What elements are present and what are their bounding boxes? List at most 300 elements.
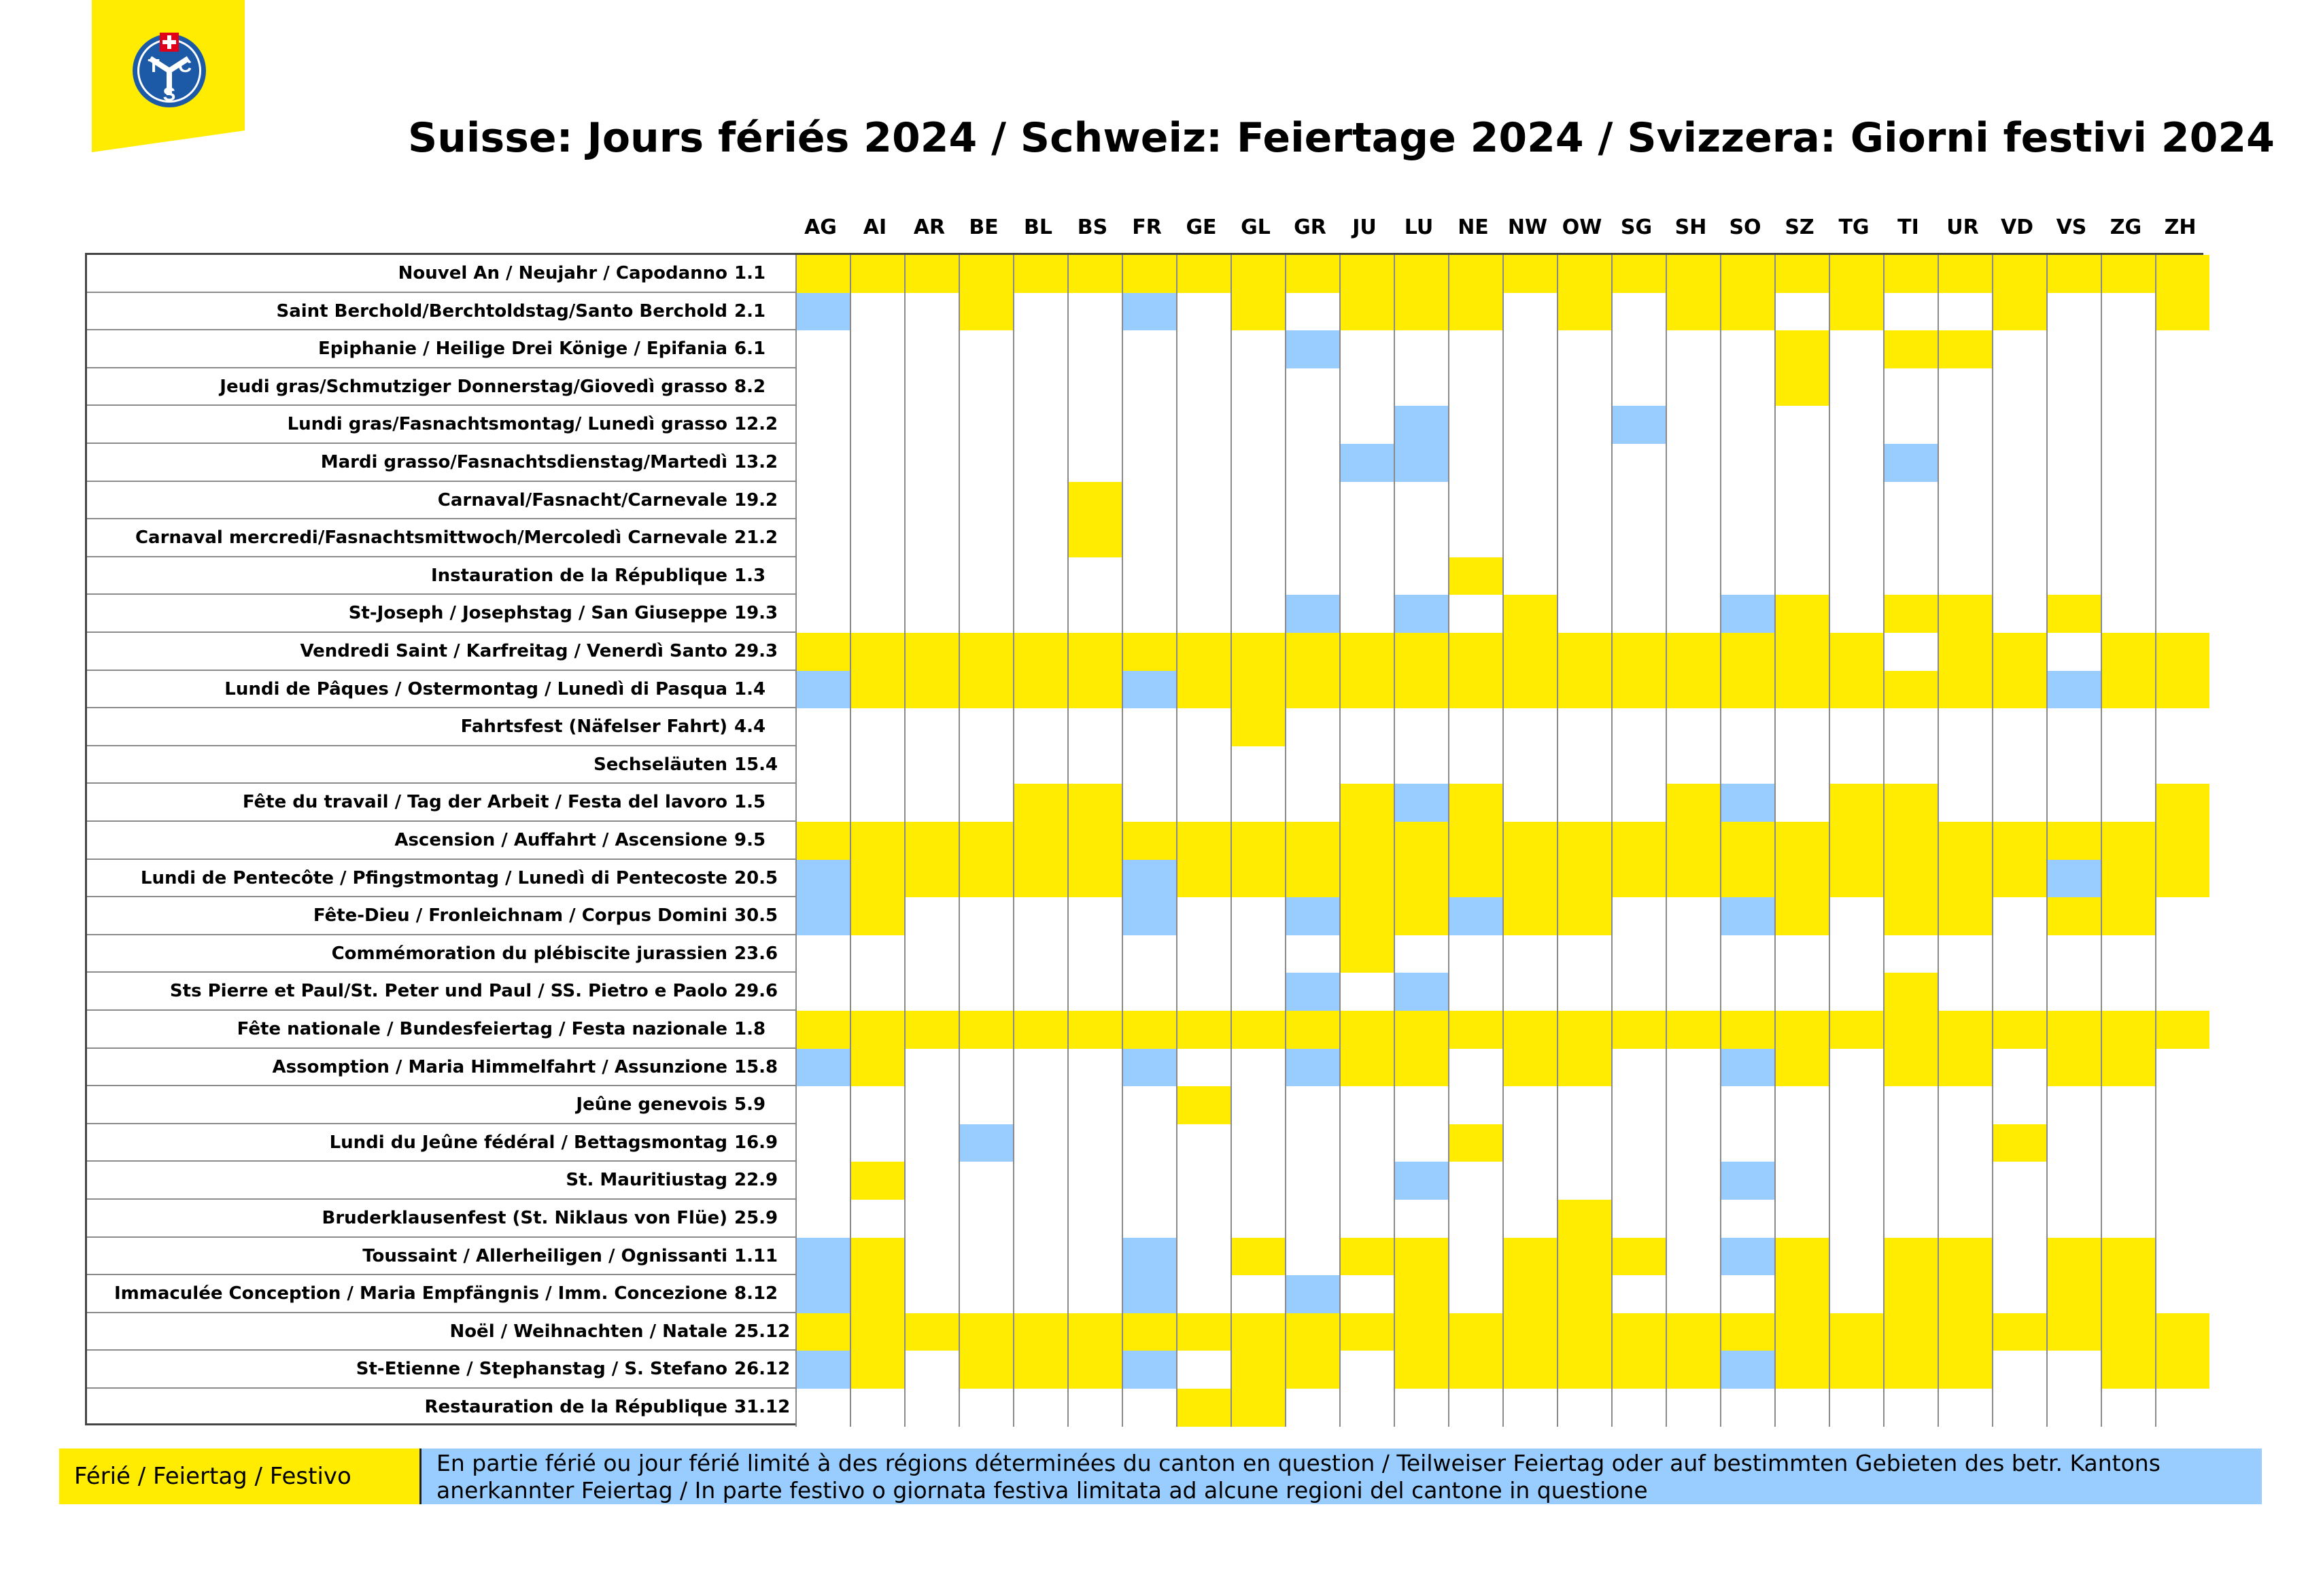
status-cell-ti <box>1883 330 1938 368</box>
status-cell-ne <box>1448 1049 1502 1087</box>
status-cell-ag <box>795 444 850 482</box>
status-cell-zh <box>2155 822 2209 860</box>
status-cell-ne <box>1448 1313 1502 1351</box>
status-cell-zg <box>2101 1200 2155 1238</box>
status-cell-bl <box>1013 671 1067 709</box>
status-cell-sz <box>1774 1238 1829 1276</box>
status-cell-so <box>1720 595 1774 633</box>
status-cell-be <box>959 1086 1013 1124</box>
status-cell-nw <box>1502 482 1557 520</box>
status-cell-ur <box>1938 519 1992 557</box>
status-cell-ow <box>1557 671 1611 709</box>
status-cell-ag <box>795 368 850 406</box>
status-cell-sg <box>1611 1086 1666 1124</box>
table-row <box>87 1313 2201 1351</box>
status-cell-vd <box>1992 444 2046 482</box>
holiday-name: Lundi de Pâques / Ostermontag / Lunedì di Pasqua <box>224 678 727 699</box>
canton-header-bs: BS <box>1077 215 1108 239</box>
status-cell-lu <box>1394 1086 1448 1124</box>
status-cell-nw <box>1502 708 1557 746</box>
status-cell-ti <box>1883 1351 1938 1389</box>
status-cell-vs <box>2046 1238 2101 1276</box>
status-cell-bl <box>1013 1011 1067 1049</box>
status-cell-be <box>959 482 1013 520</box>
status-cell-lu <box>1394 1238 1448 1276</box>
status-cell-sh <box>1666 368 1720 406</box>
status-cell-be <box>959 1162 1013 1200</box>
status-cell-lu <box>1394 557 1448 595</box>
status-cell-fr <box>1122 406 1176 444</box>
status-cell-vs <box>2046 1200 2101 1238</box>
status-cell-lu <box>1394 822 1448 860</box>
status-cell-tg <box>1829 519 1883 557</box>
status-cell-ar <box>904 1389 959 1427</box>
status-cell-sz <box>1774 935 1829 973</box>
status-cell-ti <box>1883 1275 1938 1313</box>
status-cell-zh <box>2155 1124 2209 1162</box>
status-cell-vs <box>2046 444 2101 482</box>
status-cell-fr <box>1122 935 1176 973</box>
status-cell-zg <box>2101 860 2155 898</box>
status-cell-ne <box>1448 444 1502 482</box>
status-cell-nw <box>1502 406 1557 444</box>
status-cell-ai <box>850 708 904 746</box>
status-cell-ar <box>904 595 959 633</box>
status-cell-gr <box>1285 1162 1339 1200</box>
status-cell-lu <box>1394 746 1448 784</box>
status-cell-bl <box>1013 444 1067 482</box>
status-cell-ag <box>795 746 850 784</box>
status-cell-zh <box>2155 1238 2209 1276</box>
status-cell-bs <box>1067 671 1122 709</box>
status-cell-ti <box>1883 293 1938 331</box>
status-cell-ai <box>850 1389 904 1427</box>
status-cell-bs <box>1067 746 1122 784</box>
status-cell-nw <box>1502 293 1557 331</box>
holiday-date: 8.2 <box>734 376 766 397</box>
status-cell-ju <box>1339 1124 1394 1162</box>
table-row <box>87 973 2201 1011</box>
holiday-date: 26.12 <box>734 1359 791 1380</box>
status-cell-sh <box>1666 330 1720 368</box>
status-cell-sh <box>1666 595 1720 633</box>
status-cell-ar <box>904 1313 959 1351</box>
status-cell-ai <box>850 595 904 633</box>
status-cell-ti <box>1883 1238 1938 1276</box>
status-cell-ow <box>1557 935 1611 973</box>
status-cell-bl <box>1013 1389 1067 1427</box>
holiday-date: 5.9 <box>734 1094 766 1115</box>
status-cell-lu <box>1394 406 1448 444</box>
status-cell-ur <box>1938 1238 1992 1276</box>
status-cell-ge <box>1176 519 1231 557</box>
status-cell-ai <box>850 1124 904 1162</box>
holiday-date: 1.5 <box>734 792 766 813</box>
status-cell-ur <box>1938 255 1992 293</box>
status-cell-bs <box>1067 255 1122 293</box>
status-cell-ai <box>850 1049 904 1087</box>
status-cell-sg <box>1611 1238 1666 1276</box>
status-cell-ow <box>1557 1275 1611 1313</box>
status-cell-fr <box>1122 633 1176 671</box>
status-cell-zg <box>2101 482 2155 520</box>
canton-header-ai: AI <box>863 215 887 239</box>
status-cell-so <box>1720 935 1774 973</box>
status-cell-nw <box>1502 1124 1557 1162</box>
status-cell-ow <box>1557 1011 1611 1049</box>
status-cell-sz <box>1774 1124 1829 1162</box>
status-cell-zg <box>2101 633 2155 671</box>
status-cell-ge <box>1176 1389 1231 1427</box>
table-row <box>87 784 2201 822</box>
status-cell-fr <box>1122 822 1176 860</box>
status-cell-ju <box>1339 822 1394 860</box>
status-cell-zh <box>2155 860 2209 898</box>
status-cell-lu <box>1394 482 1448 520</box>
status-cell-ne <box>1448 822 1502 860</box>
status-cell-ti <box>1883 368 1938 406</box>
status-cell-ti <box>1883 595 1938 633</box>
status-cell-ne <box>1448 1389 1502 1427</box>
status-cell-gr <box>1285 444 1339 482</box>
status-cell-ge <box>1176 784 1231 822</box>
status-cell-ar <box>904 671 959 709</box>
status-cell-so <box>1720 1351 1774 1389</box>
status-cell-bl <box>1013 860 1067 898</box>
status-cell-gl <box>1231 1011 1285 1049</box>
status-cell-gl <box>1231 935 1285 973</box>
status-cell-bs <box>1067 330 1122 368</box>
status-cell-ai <box>850 746 904 784</box>
status-cell-sg <box>1611 482 1666 520</box>
status-cell-be <box>959 860 1013 898</box>
status-cell-lu <box>1394 708 1448 746</box>
status-cell-ju <box>1339 1049 1394 1087</box>
status-cell-lu <box>1394 595 1448 633</box>
status-cell-ti <box>1883 482 1938 520</box>
status-cell-ju <box>1339 1238 1394 1276</box>
status-cell-gr <box>1285 860 1339 898</box>
status-cell-ow <box>1557 330 1611 368</box>
status-cell-ow <box>1557 973 1611 1011</box>
status-cell-ne <box>1448 708 1502 746</box>
status-cell-zg <box>2101 557 2155 595</box>
status-cell-ow <box>1557 708 1611 746</box>
status-cell-lu <box>1394 368 1448 406</box>
status-cell-nw <box>1502 255 1557 293</box>
status-cell-ar <box>904 1086 959 1124</box>
status-cell-bs <box>1067 897 1122 935</box>
status-cell-ne <box>1448 595 1502 633</box>
table-row <box>87 1389 2201 1427</box>
holiday-date: 15.8 <box>734 1056 778 1077</box>
status-cell-gl <box>1231 1086 1285 1124</box>
status-cell-ar <box>904 557 959 595</box>
status-cell-bs <box>1067 1049 1122 1087</box>
status-cell-ow <box>1557 557 1611 595</box>
table-row <box>87 633 2201 671</box>
status-cell-sh <box>1666 671 1720 709</box>
status-cell-bl <box>1013 973 1067 1011</box>
holiday-name: St-Etienne / Stephanstag / S. Stefano <box>356 1359 727 1380</box>
status-cell-ge <box>1176 595 1231 633</box>
canton-header-gl: GL <box>1241 215 1271 239</box>
status-cell-ar <box>904 1162 959 1200</box>
status-cell-zh <box>2155 444 2209 482</box>
status-cell-vd <box>1992 293 2046 331</box>
status-cell-bs <box>1067 557 1122 595</box>
status-cell-zg <box>2101 1124 2155 1162</box>
holiday-date: 1.8 <box>734 1019 766 1039</box>
status-cell-ag <box>795 482 850 520</box>
status-cell-bl <box>1013 1162 1067 1200</box>
status-cell-gl <box>1231 406 1285 444</box>
status-cell-tg <box>1829 935 1883 973</box>
status-cell-ow <box>1557 482 1611 520</box>
status-cell-gr <box>1285 330 1339 368</box>
status-cell-ju <box>1339 368 1394 406</box>
holiday-name: Restauration de la République <box>424 1397 727 1417</box>
status-cell-ju <box>1339 1351 1394 1389</box>
status-cell-ju <box>1339 444 1394 482</box>
status-cell-tg <box>1829 1275 1883 1313</box>
status-cell-lu <box>1394 255 1448 293</box>
status-cell-so <box>1720 406 1774 444</box>
status-cell-ag <box>795 1124 850 1162</box>
status-cell-fr <box>1122 444 1176 482</box>
status-cell-ai <box>850 444 904 482</box>
status-cell-fr <box>1122 293 1176 331</box>
status-cell-nw <box>1502 1049 1557 1087</box>
status-cell-ne <box>1448 633 1502 671</box>
status-cell-sg <box>1611 1313 1666 1351</box>
status-cell-gr <box>1285 1275 1339 1313</box>
status-cell-ne <box>1448 406 1502 444</box>
status-cell-ai <box>850 633 904 671</box>
status-cell-ar <box>904 1011 959 1049</box>
status-cell-so <box>1720 860 1774 898</box>
holiday-date: 1.11 <box>734 1245 778 1266</box>
status-cell-ar <box>904 406 959 444</box>
status-cell-sz <box>1774 444 1829 482</box>
status-cell-ti <box>1883 1086 1938 1124</box>
status-cell-sg <box>1611 708 1666 746</box>
status-cell-ti <box>1883 822 1938 860</box>
status-cell-zg <box>2101 595 2155 633</box>
status-cell-vd <box>1992 897 2046 935</box>
status-cell-bl <box>1013 1275 1067 1313</box>
status-cell-sg <box>1611 519 1666 557</box>
status-cell-ar <box>904 444 959 482</box>
status-cell-zg <box>2101 1351 2155 1389</box>
status-cell-be <box>959 1200 1013 1238</box>
status-cell-gr <box>1285 1313 1339 1351</box>
status-cell-sg <box>1611 368 1666 406</box>
status-cell-vd <box>1992 708 2046 746</box>
status-cell-ur <box>1938 822 1992 860</box>
status-cell-gl <box>1231 860 1285 898</box>
status-cell-ne <box>1448 1275 1502 1313</box>
status-cell-zh <box>2155 406 2209 444</box>
status-cell-ag <box>795 595 850 633</box>
status-cell-ne <box>1448 330 1502 368</box>
status-cell-sz <box>1774 482 1829 520</box>
status-cell-zg <box>2101 1389 2155 1427</box>
status-cell-bl <box>1013 595 1067 633</box>
status-cell-fr <box>1122 1200 1176 1238</box>
status-cell-tg <box>1829 1086 1883 1124</box>
status-cell-lu <box>1394 860 1448 898</box>
status-cell-zh <box>2155 1162 2209 1200</box>
status-cell-vd <box>1992 935 2046 973</box>
status-cell-lu <box>1394 1200 1448 1238</box>
status-cell-nw <box>1502 973 1557 1011</box>
status-cell-tg <box>1829 822 1883 860</box>
table-row <box>87 671 2201 709</box>
status-cell-vd <box>1992 1200 2046 1238</box>
status-cell-bl <box>1013 1124 1067 1162</box>
status-cell-vd <box>1992 557 2046 595</box>
status-cell-sh <box>1666 1011 1720 1049</box>
status-cell-so <box>1720 973 1774 1011</box>
status-cell-bs <box>1067 595 1122 633</box>
status-cell-zh <box>2155 368 2209 406</box>
status-cell-zh <box>2155 1011 2209 1049</box>
status-cell-zg <box>2101 822 2155 860</box>
status-cell-ag <box>795 1162 850 1200</box>
status-cell-fr <box>1122 1011 1176 1049</box>
status-cell-gl <box>1231 633 1285 671</box>
status-cell-lu <box>1394 671 1448 709</box>
tcs-logo-icon <box>92 0 245 152</box>
status-cell-be <box>959 330 1013 368</box>
status-cell-ju <box>1339 935 1394 973</box>
status-cell-sz <box>1774 368 1829 406</box>
status-cell-lu <box>1394 1351 1448 1389</box>
status-cell-ti <box>1883 1200 1938 1238</box>
status-cell-sh <box>1666 1200 1720 1238</box>
status-cell-ne <box>1448 1124 1502 1162</box>
status-cell-ur <box>1938 1124 1992 1162</box>
status-cell-ai <box>850 1200 904 1238</box>
status-cell-gr <box>1285 1389 1339 1427</box>
status-cell-sh <box>1666 1238 1720 1276</box>
status-cell-gr <box>1285 822 1339 860</box>
status-cell-zg <box>2101 330 2155 368</box>
canton-header-ge: GE <box>1186 215 1217 239</box>
status-cell-nw <box>1502 1351 1557 1389</box>
status-cell-vd <box>1992 255 2046 293</box>
status-cell-fr <box>1122 1351 1176 1389</box>
status-cell-vd <box>1992 1086 2046 1124</box>
legend-partial-line-2: anerkannter Feiertag / In parte festivo o giornata festiva limitata ad alcune regioni del cantone in questione <box>436 1477 1648 1504</box>
status-cell-so <box>1720 1124 1774 1162</box>
status-cell-ow <box>1557 595 1611 633</box>
status-cell-ne <box>1448 255 1502 293</box>
status-cell-vs <box>2046 1162 2101 1200</box>
status-cell-ne <box>1448 482 1502 520</box>
status-cell-sz <box>1774 784 1829 822</box>
status-cell-vs <box>2046 860 2101 898</box>
status-cell-ti <box>1883 897 1938 935</box>
status-cell-so <box>1720 255 1774 293</box>
status-cell-so <box>1720 671 1774 709</box>
status-cell-ai <box>850 255 904 293</box>
status-cell-ju <box>1339 1200 1394 1238</box>
status-cell-ai <box>850 784 904 822</box>
table-row <box>87 822 2201 860</box>
status-cell-vd <box>1992 1313 2046 1351</box>
status-cell-gl <box>1231 293 1285 331</box>
status-cell-bs <box>1067 860 1122 898</box>
status-cell-lu <box>1394 633 1448 671</box>
status-cell-be <box>959 1011 1013 1049</box>
table-row <box>87 897 2201 935</box>
status-cell-ag <box>795 671 850 709</box>
status-cell-zg <box>2101 1011 2155 1049</box>
status-cell-vs <box>2046 406 2101 444</box>
status-cell-sg <box>1611 255 1666 293</box>
status-cell-nw <box>1502 822 1557 860</box>
status-cell-be <box>959 1313 1013 1351</box>
status-cell-tg <box>1829 1124 1883 1162</box>
status-cell-vd <box>1992 784 2046 822</box>
table-row <box>87 1200 2201 1238</box>
status-cell-ag <box>795 935 850 973</box>
status-cell-vd <box>1992 1049 2046 1087</box>
status-cell-zg <box>2101 255 2155 293</box>
status-cell-nw <box>1502 557 1557 595</box>
status-cell-bs <box>1067 822 1122 860</box>
status-cell-ur <box>1938 1275 1992 1313</box>
tcs-logo <box>92 0 245 152</box>
holiday-name: Sts Pierre et Paul/St. Peter und Paul / SS. Pietro e Paolo <box>169 981 727 1002</box>
status-cell-sg <box>1611 1011 1666 1049</box>
status-cell-ne <box>1448 671 1502 709</box>
status-cell-sg <box>1611 671 1666 709</box>
status-cell-ge <box>1176 330 1231 368</box>
status-cell-gl <box>1231 557 1285 595</box>
status-cell-lu <box>1394 973 1448 1011</box>
status-cell-ur <box>1938 784 1992 822</box>
status-cell-gl <box>1231 708 1285 746</box>
status-cell-ai <box>850 897 904 935</box>
status-cell-vs <box>2046 897 2101 935</box>
table-row <box>87 519 2201 557</box>
status-cell-ar <box>904 293 959 331</box>
status-cell-tg <box>1829 1200 1883 1238</box>
status-cell-vd <box>1992 1011 2046 1049</box>
status-cell-gr <box>1285 519 1339 557</box>
status-cell-bl <box>1013 1049 1067 1087</box>
holiday-date: 19.2 <box>734 489 778 510</box>
holiday-name: Vendredi Saint / Karfreitag / Venerdì Santo <box>300 641 727 661</box>
status-cell-zg <box>2101 368 2155 406</box>
status-cell-sg <box>1611 293 1666 331</box>
status-cell-sh <box>1666 860 1720 898</box>
table-row <box>87 557 2201 595</box>
status-cell-sz <box>1774 860 1829 898</box>
status-cell-so <box>1720 746 1774 784</box>
status-cell-zh <box>2155 671 2209 709</box>
legend-full-holiday <box>59 1448 419 1504</box>
status-cell-nw <box>1502 1238 1557 1276</box>
holiday-name: Fête nationale / Bundesfeiertag / Festa nazionale <box>237 1019 727 1039</box>
status-cell-sg <box>1611 1049 1666 1087</box>
status-cell-nw <box>1502 633 1557 671</box>
status-cell-gr <box>1285 595 1339 633</box>
status-cell-vs <box>2046 784 2101 822</box>
